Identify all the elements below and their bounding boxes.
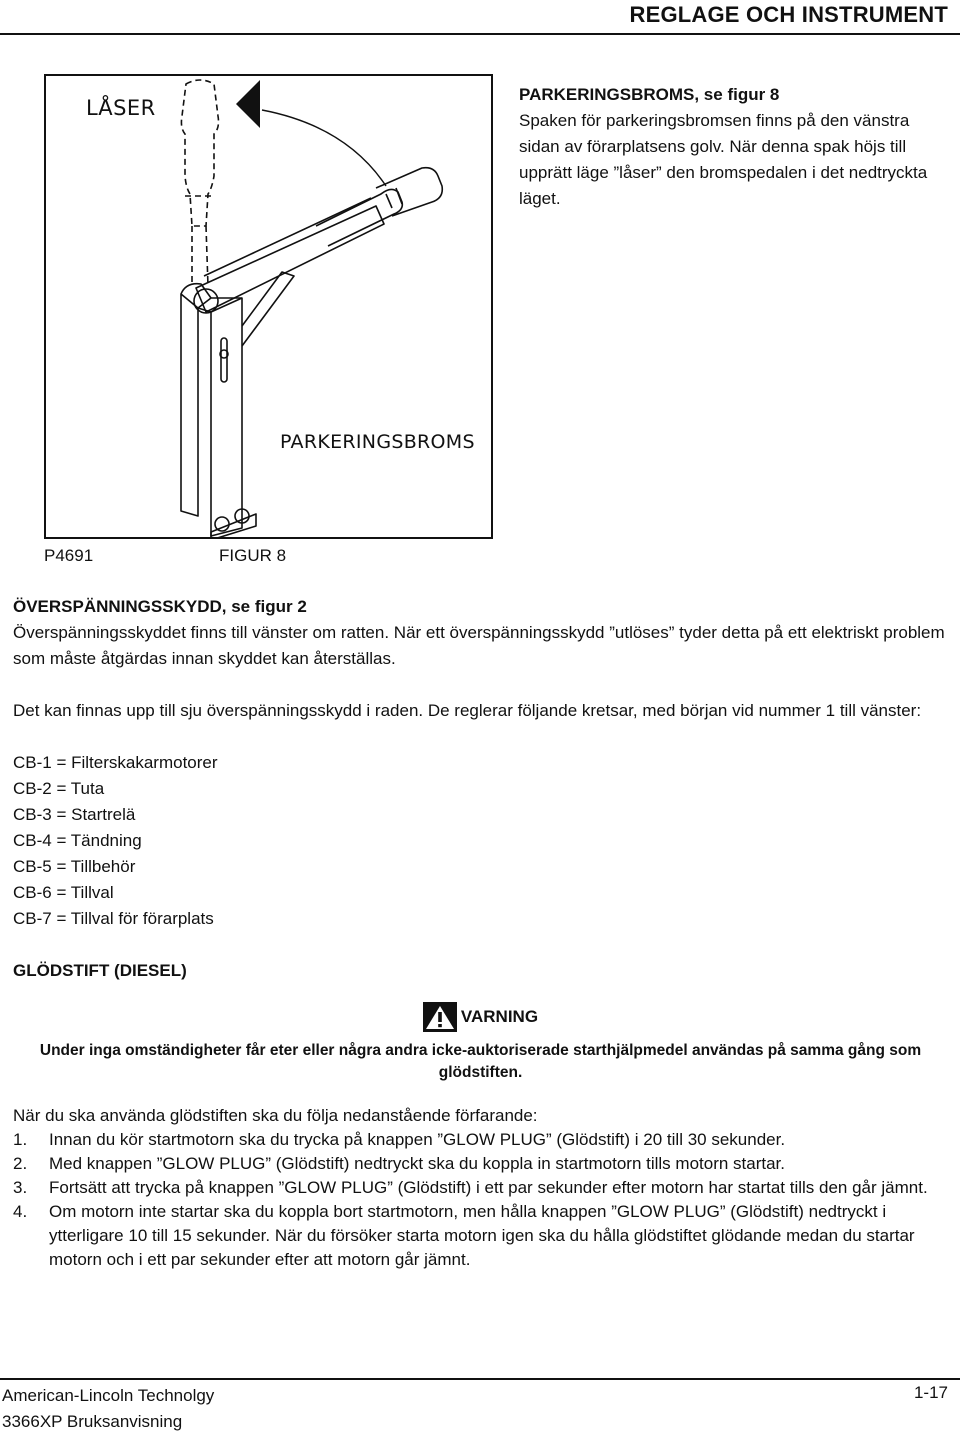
glow-plug-title: GLÖDSTIFT (DIESEL) [13, 961, 187, 980]
circuit-item: CB-2 = Tuta [13, 779, 105, 798]
step-text: Med knappen ”GLOW PLUG” (Glödstift) nedtryckt ska du koppla in startmotorn tills motorn startar. [49, 1154, 785, 1173]
circuit-item: CB-1 = Filterskakarmotorer [13, 753, 218, 772]
step-number: 4. [13, 1202, 28, 1221]
step-text: Om motorn inte startar ska du koppla bort startmotorn, men hålla knappen ”GLOW PLUG” (Glödstift) nedtryckt i ytterligare 10 till 15 sekunder. När du försöker starta motorn igen ska du hålla glödstiftet glödande medan du startar motorn och i ett par sekunder efter att motorn går jämnt. [49, 1202, 915, 1269]
figure-code: P4691 [44, 546, 94, 565]
step-text: Fortsätt att trycka på knappen ”GLOW PLUG” (Glödstift) i ett par sekunder efter motorn har startat tills den går jämnt. [49, 1178, 928, 1197]
warning-triangle-icon [423, 1002, 457, 1032]
footer-left [2, 1383, 214, 1435]
step-number: 2. [13, 1154, 28, 1173]
parking-brake-body: Spaken för parkeringsbromsen finns på den vänstra sidan av förarplatsens golv. När denna spak höjs till upprätt läge ”låser” den bromspedalen i det nedtryckta läget. [519, 111, 928, 208]
figure-label-locked: LÅSER [86, 96, 156, 120]
circuit-item: CB-6 = Tillval [13, 883, 114, 902]
page-number: 1-17 [913, 1383, 948, 1402]
warning-header [423, 1002, 538, 1032]
list-item [13, 1176, 948, 1200]
warning-block [13, 1002, 948, 1084]
header-divider [0, 33, 960, 35]
list-item [13, 1200, 948, 1272]
warning-title: VARNING [460, 1007, 539, 1026]
circuit-list [13, 750, 948, 932]
figure-caption: FIGUR 8 [219, 546, 287, 565]
arrow-head-icon [236, 80, 260, 128]
footer-divider [0, 1378, 960, 1380]
circuit-item: CB-5 = Tillbehör [13, 857, 136, 876]
page-header-title: REGLAGE OCH INSTRUMENT [629, 2, 948, 27]
footer-manual: 3366XP Bruksanvisning [2, 1412, 183, 1431]
circuit-item: CB-4 = Tändning [13, 831, 142, 850]
list-item [13, 1128, 948, 1152]
figure-8-frame [44, 74, 493, 539]
overload-paragraph-2: Det kan finnas upp till sju överspänningsskydd i raden. De reglerar följande kretsar, med början vid nummer 1 till vänster: [13, 701, 922, 720]
overload-title: ÖVERSPÄNNINGSSKYDD, se figur 2 [13, 597, 307, 616]
circuit-item: CB-7 = Tillval för förarplats [13, 909, 214, 928]
glow-plug-steps [13, 1128, 948, 1272]
footer-company: American-Lincoln Technolgy [2, 1386, 215, 1405]
step-number: 3. [13, 1178, 28, 1197]
glow-plug-intro: När du ska använda glödstiften ska du följa nedanstående förfarande: [13, 1106, 538, 1125]
parking-brake-section [519, 82, 939, 212]
overload-paragraph-1: Överspänningsskyddet finns till vänster om ratten. När ett överspänningsskydd ”utlöses” tyder detta på ett elektriskt problem som måste åtgärdas innan skyddet kan återställas. [13, 623, 945, 668]
parking-brake-illustration [46, 76, 493, 539]
list-item [13, 1152, 948, 1176]
step-text: Innan du kör startmotorn ska du trycka på knappen ”GLOW PLUG” (Glödstift) i 20 till 30 sekunder. [49, 1130, 786, 1149]
circuit-item: CB-3 = Startrelä [13, 805, 136, 824]
main-content [13, 594, 948, 1272]
parking-brake-title: PARKERINGSBROMS, se figur 8 [519, 85, 780, 104]
step-number: 1. [13, 1130, 28, 1149]
warning-text: Under inga omständigheter får eter eller några andra icke-auktoriserade starthjälpmedel användas på samma gång som glödstiften. [39, 1042, 922, 1081]
figure-label-parking-brake: PARKERINGSBROMS [280, 431, 475, 453]
